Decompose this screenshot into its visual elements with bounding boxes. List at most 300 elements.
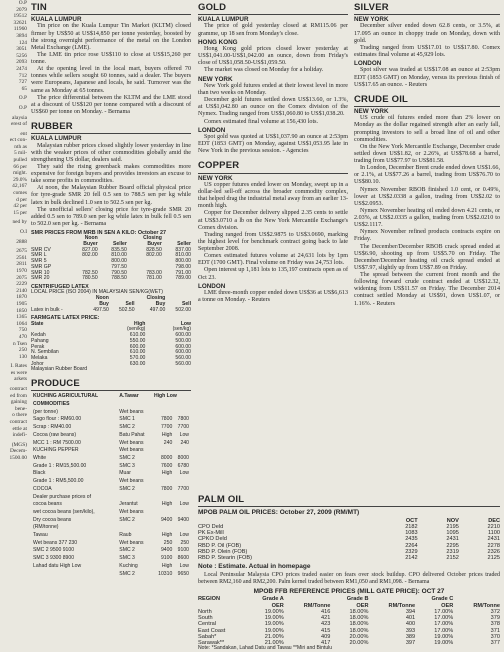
column-silver-crude — [354, 0, 500, 308]
table-cell: 600.00 — [175, 349, 191, 356]
copper-article — [198, 182, 348, 282]
table-cell: High — [161, 470, 173, 477]
gutter-fragment: 2474 — [16, 65, 27, 72]
gutter-fragment: comes — [13, 190, 27, 197]
gold-paragraph: Spot gold was quoted at US$1,037.90 an ounce at 2:53pm EDT (1853 GMT) on Monday, against US$1,053.95 late in New York in the previous session. - Agencies — [198, 134, 348, 155]
table-cell: 6780 — [177, 462, 189, 469]
table-cell: 610.00 — [129, 349, 146, 356]
crude-paragraph: Nymex November heating oil ended down 4.21 cents, or 2.03%, at US$2.0335 a gallon, trading from US$2.0210 to US$2.1117. — [354, 207, 500, 229]
gutter-fragment: indefi- — [12, 432, 27, 439]
crude-paragraph: Nymex November refined products contracts expire on Friday. — [354, 229, 500, 243]
gold-dateline-ny: NEW YORK — [198, 75, 233, 83]
table-cell: Wet beans — [119, 408, 144, 415]
gutter-fragment: 2140 — [16, 287, 27, 294]
table-cell: 600.00 — [129, 343, 146, 350]
gold-article-hk — [198, 46, 348, 75]
gutter-fragment: 2888 — [16, 238, 27, 245]
table-cell — [174, 510, 189, 516]
table-cell: Wet beans — [119, 508, 144, 515]
mpob-row — [198, 555, 500, 561]
table-cell: Wet beans 377 230 — [33, 539, 78, 546]
gutter-fragment: 124 — [18, 39, 27, 46]
produce-head-left: KUCHING AGRICULTURAL — [33, 393, 99, 400]
table-cell: SMC 2 — [119, 455, 135, 461]
table-cell: 379 — [490, 615, 500, 622]
table-cell: 2431 — [487, 536, 500, 543]
table-cell: 21.00% — [264, 633, 284, 640]
table-cell: 21.00% — [264, 640, 284, 647]
farmgate-caption: FARMGATE LATEX PRICE: — [31, 315, 100, 322]
produce-row — [33, 487, 189, 493]
table-cell: SMR GP — [31, 263, 52, 270]
gold-dateline-kl: KUALA LUMPUR — [198, 16, 249, 24]
divider — [31, 14, 191, 15]
table-cell: 570.00 — [129, 354, 146, 361]
table-cell: 2142 — [405, 555, 418, 562]
table-cell: NOV — [446, 517, 459, 524]
divider — [354, 14, 500, 15]
table-cell: (sen/kg) — [126, 326, 146, 333]
gutter-fragment: O.P — [18, 104, 27, 111]
farmgate-source: Malaysian Rubber Board — [31, 366, 88, 373]
table-cell: Kuching — [119, 562, 138, 569]
table-cell: Lahad datu High Low — [33, 562, 82, 569]
crude-dateline-ny: NEW YORK — [354, 107, 389, 115]
table-cell: SMR L — [31, 252, 47, 259]
table-cell: 1100 — [487, 530, 500, 537]
crude-section-title: CRUDE OIL — [354, 93, 409, 105]
gutter-fragment: nth as — [14, 143, 27, 150]
produce-header-row — [33, 402, 189, 408]
produce-head-right: High Low — [153, 393, 177, 400]
table-cell: SMC 2 — [119, 516, 135, 523]
palm-oil-section — [198, 492, 500, 652]
table-cell: 7800 — [160, 416, 173, 423]
table-cell: 370 — [490, 633, 500, 640]
smr-row — [31, 276, 191, 282]
table-cell: 250 — [163, 539, 173, 546]
table-cell: High — [161, 431, 173, 438]
produce-row — [33, 510, 189, 516]
table-cell: KUCHING PEPPER — [33, 447, 79, 454]
table-cell: 8000 — [160, 455, 173, 461]
produce-row — [33, 502, 189, 508]
table-cell: SMC 3 9300 8900 — [33, 555, 75, 562]
table-cell: 19.00% — [264, 621, 284, 628]
table-cell: RBD P. Olein (FOB) — [198, 548, 248, 555]
table-cell — [174, 448, 189, 454]
table-cell: Grade A — [262, 596, 284, 603]
table-cell: 409 — [321, 633, 331, 640]
table-cell: 19.00% — [264, 615, 284, 622]
table-cell: Buyer — [147, 241, 162, 248]
table-cell — [174, 410, 189, 416]
gold-dateline-hk: HONG KONG — [198, 38, 238, 46]
table-cell: 800.00 — [175, 258, 191, 265]
table-cell: OCT — [405, 517, 418, 524]
table-cell: OER — [356, 602, 369, 609]
gutter-fragment: arkets — [14, 376, 27, 383]
column-tin-rubber-produce — [31, 0, 191, 579]
table-cell: SMC 2 9500 9100 — [33, 547, 75, 554]
silver-dateline-ny: NEW YORK — [354, 16, 389, 24]
local-price-caption: LOCAL PRICE (ISO 2004) IN MALAYSIAN SEN/KG(WET) — [31, 289, 163, 296]
table-cell: Seller — [177, 241, 191, 248]
produce-header-row — [33, 394, 189, 400]
gutter-fragment: 3894 — [16, 32, 27, 39]
table-cell: 810.00 — [175, 252, 191, 259]
copper-dateline-ny: NEW YORK — [198, 174, 233, 182]
gutter-fragment: 250 — [18, 347, 27, 354]
table-cell: SMC 2 — [119, 424, 135, 431]
divider — [198, 506, 500, 507]
copper-article-london — [198, 290, 348, 304]
rubber-article — [31, 143, 191, 229]
gutter-fragment: 1870 — [16, 294, 27, 301]
table-cell: Tawau — [33, 532, 48, 539]
gutter-fragment: 32621 — [13, 19, 27, 26]
ffb-price-table — [198, 596, 500, 646]
gold-paragraph: Hong Kong gold prices closed lower yesterday at US$1,041.00-US$1,042.00 an ounce, down from Friday's close of US$1,058.50-US$1,059.50. — [198, 46, 348, 67]
table-cell: Seller — [112, 241, 127, 248]
table-cell: Noon — [84, 235, 98, 242]
table-cell: Noon — [95, 295, 109, 302]
table-cell: Grade C — [431, 596, 454, 603]
produce-row — [33, 425, 189, 431]
table-cell: 782.50 — [82, 269, 98, 276]
gutter-fragment: 42,167 — [12, 183, 27, 190]
copper-section-title: COPPER — [198, 160, 240, 172]
table-cell: 1095 — [446, 530, 459, 537]
rubber-dateline: KUALA LUMPUR — [31, 135, 82, 143]
table-cell: Wet beans — [119, 439, 144, 446]
table-cell — [119, 525, 152, 531]
table-cell: 18.00% — [349, 621, 369, 628]
table-cell: Wet beans — [119, 539, 144, 546]
table-cell: 560.00 — [175, 360, 191, 367]
produce-row — [33, 525, 189, 531]
table-cell: COCOA — [33, 485, 52, 492]
table-cell: 2264 — [405, 542, 418, 549]
produce-row — [33, 471, 189, 477]
table-cell: Kedah — [31, 332, 46, 339]
table-cell: 240 — [180, 439, 189, 446]
table-cell — [174, 479, 189, 485]
table-cell: Low — [179, 470, 189, 477]
table-cell: North — [198, 608, 212, 615]
silver-paragraph: December silver ended down 62.8 cents, or 3.5%, at 17.095 an ounce in choppy trade on Monday, down with gold. — [354, 23, 500, 44]
gutter-fragment: contract — [9, 386, 27, 393]
table-cell: RM/Tonne — [473, 602, 500, 609]
table-cell: 19.00% — [434, 633, 454, 640]
produce-row — [33, 448, 189, 454]
table-cell: Dealer purchase prices of — [33, 493, 92, 500]
cropped-left-column — [0, 0, 27, 462]
table-cell: 797.50 — [111, 263, 127, 270]
copper-paragraph: Comex estimated futures volume at 24,631 lots by 1pm EDT (1700 GMT). Final volume on Friday was 24,753 lots. — [198, 253, 348, 267]
table-cell: Low — [179, 501, 189, 508]
tin-section-title: TIN — [31, 2, 47, 13]
gutter-fragment: ect con- — [9, 137, 27, 144]
divider — [31, 133, 191, 134]
table-cell: High — [161, 532, 173, 539]
table-cell: 421 — [321, 615, 331, 622]
gutter-fragment: pulled — [13, 157, 27, 164]
gutter-fragment: 2075 — [16, 274, 27, 281]
table-cell: East Coast — [198, 627, 226, 634]
produce-row — [33, 456, 189, 462]
table-cell: SMC 3 — [119, 462, 135, 469]
gutter-fragment: 2561 — [16, 254, 27, 261]
table-cell: 17.00% — [434, 615, 454, 622]
table-cell: Sell — [181, 300, 191, 307]
table-cell: 20.00% — [349, 640, 369, 647]
gutter-fragment: 2229 — [16, 281, 27, 288]
smr-table-caption: SMR PRICES FROM MRB IN SEN A KILO: October 27 — [31, 230, 166, 237]
gutter-fragment: 1905 — [16, 300, 27, 307]
table-cell: 783.00 — [146, 269, 162, 276]
gold-article-ny — [198, 83, 348, 126]
gutter-fragment: 1970 — [16, 267, 27, 274]
table-cell: Sago flour : RM60.00 — [33, 416, 82, 423]
gold-paragraph: December gold futures settled down US$13.60, or 1.3%, at US$1,042.80 an ounce on the Comex division of the Nymex. Trading ranged from US$1,060.80 to US$1,038.20. — [198, 97, 348, 118]
table-cell: SMR CV — [31, 246, 51, 253]
table-cell: 7700 — [177, 424, 189, 431]
crude-article — [354, 115, 500, 307]
table-cell: 790.50 — [111, 269, 127, 276]
table-cell: 800.00 — [111, 258, 127, 265]
produce-row — [33, 441, 189, 447]
table-cell — [174, 525, 189, 531]
produce-row — [33, 479, 189, 485]
table-cell: 393 — [405, 627, 416, 634]
gutter-fragment: ned by — [12, 219, 27, 226]
produce-head-left-2: COMMODITIES — [33, 401, 70, 408]
table-cell: 17.00% — [434, 627, 454, 634]
gutter-fragment: 2675 — [16, 248, 27, 255]
table-cell — [154, 410, 172, 416]
gutter-fragment: 42 per — [13, 203, 27, 210]
table-cell: Perak — [31, 343, 45, 350]
table-cell — [154, 525, 172, 531]
produce-row — [33, 464, 189, 470]
table-cell: REGION — [198, 596, 221, 603]
mpob-table-caption: MPOB PALM OIL PRICES: October 27, 2009 (RM/MT) — [198, 509, 360, 517]
produce-table — [31, 392, 191, 579]
tin-dateline: KUALA LUMPUR — [31, 16, 82, 24]
table-cell: White — [33, 455, 47, 461]
table-cell: SMC 2 — [119, 570, 135, 577]
table-cell: 7600 — [160, 462, 173, 469]
gold-article-kl — [198, 23, 348, 37]
gutter-fragment: ettle at — [12, 425, 27, 432]
produce-row — [33, 410, 189, 416]
table-cell: Grade B — [346, 596, 369, 603]
rubber-paragraph: Malaysian rubber prices closed slightly lower yesterday in line with the weaker prices of other commodities globally amid the strengthening US dollar, dealers said. — [31, 142, 191, 163]
table-cell: 791.00 — [175, 269, 191, 276]
gold-paragraph: New York gold futures ended at their lowest level in more than two weeks on Monday. — [198, 82, 348, 97]
table-cell: cocoa beans — [33, 501, 62, 508]
table-cell: High — [161, 562, 173, 569]
table-cell: 9100 — [160, 555, 173, 562]
table-cell: 9650 — [177, 570, 189, 577]
table-cell: Sabah* — [198, 633, 217, 640]
rubber-section-title: RUBBER — [31, 121, 73, 133]
gold-dateline-london: LONDON — [198, 126, 226, 134]
palm-note-paragraph: Local Peninsular Malaysia CPO prices traded easier on fears over stock buildup. CPO delivered October prices traded between RM2,160 and RM2,200. Palm kernel traded between RM1,050 and RM1,098. - Bernama — [198, 572, 500, 585]
table-cell: 2431 — [446, 536, 459, 543]
produce-row — [33, 572, 189, 578]
tin-article — [31, 23, 191, 116]
table-cell: 377 — [490, 640, 500, 647]
mpob-price-table — [198, 518, 500, 562]
table-cell: Scrap : RM40.00 — [33, 424, 72, 431]
table-cell: Low — [179, 562, 189, 569]
table-cell: 2295 — [446, 542, 459, 549]
produce-row — [33, 495, 189, 501]
silver-section-title: SILVER — [354, 2, 389, 13]
table-cell: 2319 — [446, 548, 459, 555]
crude-paragraph: On the New York Mercantile Exchange, December crude settled down US$1.82, or 2.26%, at US$78.68 a barrel, trading from US$77.97 to US$81.58. — [354, 143, 500, 165]
table-cell: Buyer — [83, 241, 98, 248]
table-cell: Grade 1 : RM5,500.00 — [33, 478, 84, 485]
table-cell: wet cocoa beans (sen/kilo), — [33, 508, 95, 515]
table-cell — [119, 495, 152, 501]
gutter-fragment: 29.0% — [13, 176, 27, 183]
table-cell: SMC 2 — [119, 485, 135, 492]
table-cell: (sen/kg) — [172, 326, 191, 333]
gutter-fragment: might. — [13, 170, 27, 177]
table-cell: RBD P. Oil (FOB) — [198, 542, 242, 549]
copper-paragraph: Trading ranged from US$2.9875 to US$3.0690, marking the highest level for benchmark contract going back to late September 2008. — [198, 231, 348, 253]
gutter-fragment: O.P — [18, 95, 27, 102]
table-cell: 17.00% — [434, 621, 454, 628]
table-cell: Central — [198, 621, 217, 628]
table-cell: 788.50 — [111, 275, 127, 282]
table-cell: 550.00 — [129, 337, 146, 344]
table-cell: Closing — [146, 295, 166, 302]
table-cell: 417 — [321, 640, 331, 647]
table-cell: 2326 — [487, 548, 500, 555]
table-cell: Johor — [31, 360, 44, 367]
latex-price-table — [31, 296, 191, 313]
table-cell: Melaka — [31, 354, 48, 361]
table-cell: Black — [33, 470, 46, 477]
table-cell: DEC — [488, 517, 500, 524]
table-cell: (RM/tonne) — [33, 524, 59, 531]
gold-paragraph: The price of gold yesterday closed at RM115.06 per gramme, up 18 sen from Monday's close. — [198, 23, 348, 37]
crude-paragraph: The spread between the current front month and the following forward crude contract ended at US$12.32, widening from US$11.57 on Friday. The December 2014 contract settled Monday at US$91, down US$1.07, or 1.16%. - Reuters — [354, 272, 500, 307]
produce-section-title: PRODUCE — [31, 378, 80, 390]
tin-paragraph: The price differential between the KLTM and the LME stood at a discount of US$120 per tonne compared with a discount of US$60 per tonne on Monday. - Bernama — [31, 94, 191, 115]
table-cell: 400 — [405, 621, 416, 628]
crude-paragraph: The December/December RBOB crack spread ended at US$6.90, shooting up from US$5.70 on Friday. The December/December heating oil crack spread ended at US$7.97, slightly up from US$7.89 on Friday. — [354, 243, 500, 271]
table-cell: Closing — [143, 235, 162, 242]
silver-paragraph: Trading ranged from US$17.01 to US$17.80. Comex estimates final volume at 45,929 lots. — [354, 44, 500, 58]
farmgate-price-table — [31, 322, 191, 368]
gutter-fragment: 65 — [21, 85, 27, 92]
table-cell — [154, 495, 172, 501]
gutter-fragment: 1500.00 — [9, 455, 27, 461]
table-cell: SMC 2 — [119, 547, 135, 554]
gutter-fragment: O.I — [19, 229, 27, 235]
table-cell: Jerantut — [119, 501, 138, 508]
crude-paragraph: Nymex November RBOB finished 1.0 cent, or 0.49%, lower at US$2.0338 a gallon, trading from US$2.02 to US$2.0953. — [354, 186, 500, 207]
table-cell: 19.00% — [434, 640, 454, 647]
table-cell: 415 — [321, 627, 331, 634]
table-cell: Cocoa (raw beans) — [33, 431, 77, 438]
ffb-table-note: Note: *Sandakan, Lahad Datu and Tawau **Miri and Bintulu — [198, 645, 333, 652]
gutter-fragment: 1365 — [16, 314, 27, 321]
table-cell: High — [134, 320, 146, 327]
gutter-fragment: d per — [16, 196, 27, 203]
table-cell: 401 — [405, 615, 416, 622]
table-cell: N. Sembilan — [31, 349, 59, 356]
tin-paragraph: Tin price on the Kuala Lumpur Tin Market (KLTM) closed firmer by US$50 at US$14,850 per tonne yesterday, boosted by the strong overnight performance of the metal on the London Metal Exchange (LME). — [31, 23, 191, 51]
table-cell: 8600 — [177, 555, 189, 562]
table-cell — [154, 479, 172, 485]
crude-paragraph: In London, December Brent crude ended down US$1.66, or 2.1%, at US$77.26 a barrel, trading from US$76.70 to US$80.10. — [354, 165, 500, 186]
copper-paragraph: LME three-month copper ended down US$36 at US$6,613 a tonne on Monday. - Reuters — [198, 290, 348, 304]
produce-row — [33, 556, 189, 562]
table-cell: 630.00 — [129, 360, 146, 367]
table-cell: OER — [441, 602, 454, 609]
table-cell: 497.00 — [149, 306, 166, 313]
table-cell: 781.00 — [146, 275, 162, 282]
gold-article-london — [198, 134, 348, 155]
gutter-fragment: gaining — [10, 399, 27, 406]
table-cell: Grade 1 : RM15,500.00 — [33, 462, 87, 469]
table-cell: 835.50 — [111, 246, 127, 253]
copper-paragraph: Open interest up 1,181 lots to 135,197 contracts open as of Oct 23. — [198, 267, 348, 281]
table-cell: CPKO Deld — [198, 536, 227, 543]
palm-note-heading: Note : Estimate. Actual in homepage — [198, 563, 311, 571]
gutter-fragment: 712 — [18, 72, 27, 79]
table-cell: Batu Pahat — [119, 431, 145, 438]
table-cell: RM/Tonne — [303, 602, 331, 609]
table-cell: 416 — [321, 608, 331, 615]
table-cell — [174, 495, 189, 501]
produce-row — [33, 417, 189, 423]
latex-caption: CENTRIFUGED LATEX — [31, 284, 89, 290]
table-cell: 397 — [405, 640, 416, 647]
gutter-fragment: alaysia — [12, 114, 27, 121]
gutter-fragment: 15 per — [13, 209, 27, 216]
table-cell: Low — [180, 320, 191, 327]
table-cell: 423 — [321, 621, 331, 628]
copper-dateline-london: LONDON — [198, 282, 226, 290]
table-cell — [33, 572, 117, 578]
table-cell: SMC 1 — [119, 416, 135, 423]
table-cell: OER — [271, 602, 284, 609]
silver-article-london — [354, 67, 500, 88]
table-cell: 17.00% — [434, 608, 454, 615]
table-cell: 372 — [490, 608, 500, 615]
gutter-fragment: I. Rates — [10, 363, 27, 370]
gutter-fragment: 1064 — [16, 320, 27, 327]
table-cell: 810.00 — [111, 252, 127, 259]
palm-section-title: PALM OIL — [198, 494, 245, 505]
ffb-table-caption: MPOB FFB REFERENCE PRICES (MILL GATE PRICE): OCT 27 — [253, 587, 445, 595]
table-cell: Low — [179, 431, 189, 438]
gutter-fragment: 470 — [18, 333, 27, 340]
table-cell: 502.00 — [175, 306, 191, 313]
gutter-fragment: (MGS) — [11, 441, 27, 448]
table-cell: 837.00 — [175, 246, 191, 253]
table-cell: Raub — [119, 532, 132, 539]
table-cell: 780.50 — [82, 275, 98, 282]
gutter-fragment: 5256 — [16, 52, 27, 59]
